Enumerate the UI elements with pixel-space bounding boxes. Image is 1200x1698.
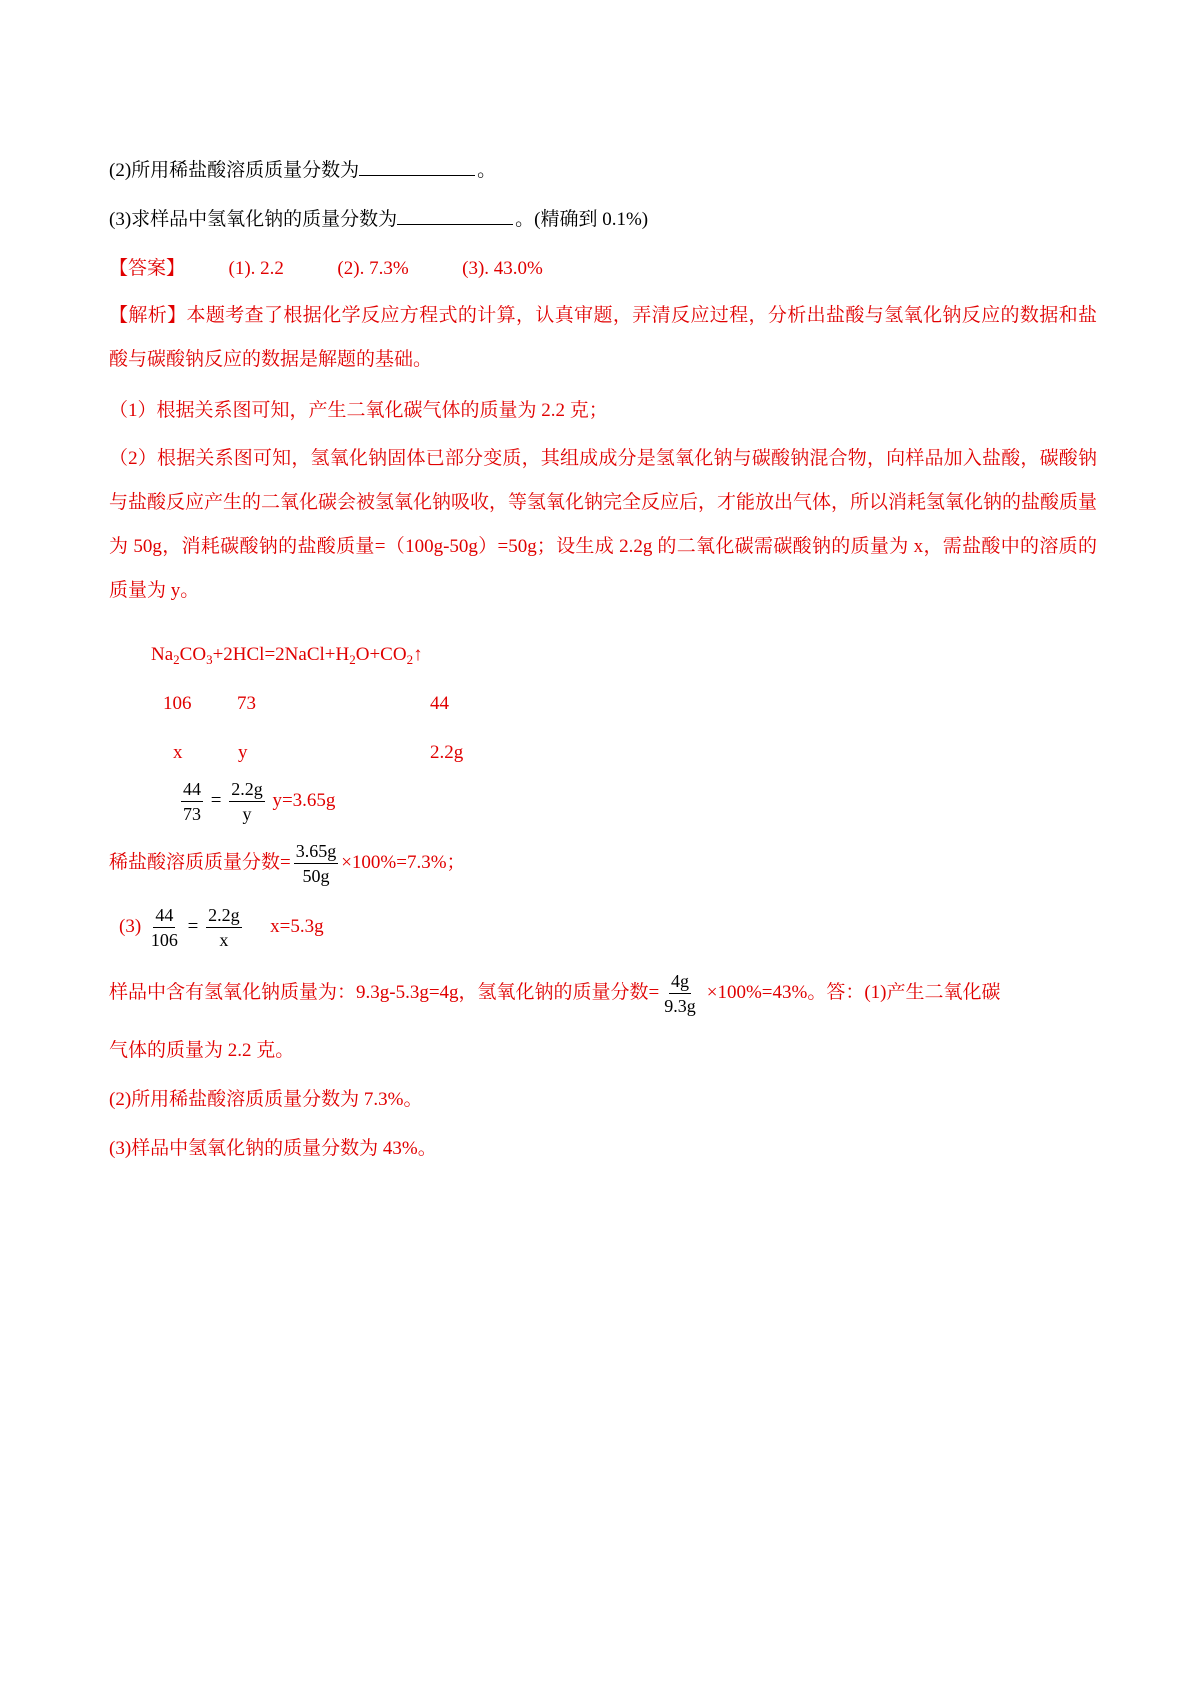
ratio-106: 106 xyxy=(163,693,192,714)
ratio-73: 73 xyxy=(237,693,256,714)
fraction-num: 44 xyxy=(153,904,175,928)
fraction xyxy=(149,904,180,951)
eq-sub: 2 xyxy=(349,652,356,667)
fraction-num: 2.2g xyxy=(229,778,265,802)
eq-sub: 3 xyxy=(206,652,213,667)
analysis-part-2 xyxy=(109,437,1097,613)
fraction xyxy=(294,840,339,887)
fraction xyxy=(181,778,203,825)
fraction-num: 3.65g xyxy=(294,840,339,864)
fraction-num: 2.2g xyxy=(206,904,242,928)
question-3-end: 。(精确到 0.1%) xyxy=(515,209,649,230)
fraction-den: 73 xyxy=(183,804,201,824)
answer-line xyxy=(109,257,543,281)
part-3-label: (3) xyxy=(119,915,142,937)
fraction xyxy=(229,778,265,825)
eq-mid: +2HCl=2NaCl+H xyxy=(212,644,350,665)
gas-arrow-icon: ↑ xyxy=(413,644,423,665)
fraction-den: 50g xyxy=(302,866,330,886)
mass-2-2g: 2.2g xyxy=(430,742,464,763)
final-answer-2: (2)所用稀盐酸溶质质量分数为 7.3%。 xyxy=(109,1089,423,1110)
ratio-44: 44 xyxy=(430,693,449,714)
analysis-intro xyxy=(109,294,1097,382)
eq-na: Na xyxy=(151,644,174,665)
analysis-part-2-text: （2）根据关系图可知，氢氧化钠固体已部分变质，其组成成分是氢氧化钠与碳酸钠混合物，向样品加入盐酸，碳酸钠与盐酸反应产生的二氧化碳会被氢氧化钠吸收，等氢氧化钠完全反应后，才能放出气体，所以消耗氢氧化钠的盐酸质量为 50g，消耗碳酸钠的盐酸质量=（100g-50g）=50g；设生成 2.2g 的二氧化碳需碳酸钠的质量为 x，需盐酸中的溶质的质量为 y。 xyxy=(109,448,1098,601)
naoh-calc-line-2: 气体的质量为 2.2 克。 xyxy=(109,1040,295,1061)
equals-sign: = xyxy=(210,789,222,811)
conc-prefix: 稀盐酸溶质质量分数= xyxy=(109,851,291,873)
question-2 xyxy=(109,159,496,183)
fraction-den: 106 xyxy=(150,930,178,950)
final-answer-3: (3)样品中氢氧化钠的质量分数为 43%。 xyxy=(109,1138,437,1159)
question-3 xyxy=(109,208,648,232)
question-3-text: (3)求样品中氢氧化钠的质量分数为 xyxy=(109,209,398,230)
proportion-x xyxy=(119,904,324,951)
conc-suffix: ×100%=7.3%； xyxy=(341,851,466,873)
fraction xyxy=(662,970,698,1017)
unknown-x: x xyxy=(173,742,183,763)
analysis-part-1 xyxy=(109,389,1097,433)
analysis-intro-text: 本题考查了根据化学反应方程式的计算，认真审题，弄清反应过程，分析出盐酸与氢氧化钠反应的数据和盐酸与碳酸钠反应的数据是解题的基础。 xyxy=(109,305,1097,370)
answer-blank xyxy=(397,208,513,225)
fraction-num: 4g xyxy=(669,970,691,994)
analysis-part-1-text: （1）根据关系图可知，产生二氧化碳气体的质量为 2.2 克； xyxy=(109,400,608,421)
question-2-text: (2)所用稀盐酸溶质质量分数为 xyxy=(109,160,360,181)
unknown-y: y xyxy=(238,742,248,763)
y-result: y=3.65g xyxy=(272,789,336,811)
answer-1: (1). 2.2 xyxy=(228,258,284,279)
eq-co: CO xyxy=(179,644,207,665)
fraction-den: y xyxy=(242,804,252,824)
concentration-calc xyxy=(109,840,466,887)
equals-sign: = xyxy=(187,915,199,937)
naoh-suffix: ×100%=43%。答：(1)产生二氧化碳 xyxy=(706,981,1001,1003)
eq-sub: 2 xyxy=(173,652,180,667)
naoh-calc xyxy=(109,970,1001,1017)
fraction xyxy=(206,904,242,951)
x-result: x=5.3g xyxy=(270,915,324,937)
proportion-y xyxy=(178,778,335,825)
naoh-prefix: 样品中含有氢氧化钠质量为：9.3g-5.3g=4g，氢氧化钠的质量分数= xyxy=(109,981,660,1003)
answer-2: (2). 7.3% xyxy=(337,258,409,279)
fraction-den: x xyxy=(219,930,229,950)
answer-3: (3). 43.0% xyxy=(462,258,543,279)
answer-blank xyxy=(359,159,475,176)
analysis-label: 【解析】 xyxy=(109,305,187,326)
answer-label: 【答案】 xyxy=(109,258,186,279)
fraction-num: 44 xyxy=(181,778,203,802)
chemical-equation xyxy=(151,643,423,672)
eq-sub: 2 xyxy=(406,652,414,667)
eq-mid: O+CO xyxy=(355,644,407,665)
question-2-end: 。 xyxy=(477,160,497,181)
fraction-den: 9.3g xyxy=(664,996,696,1016)
